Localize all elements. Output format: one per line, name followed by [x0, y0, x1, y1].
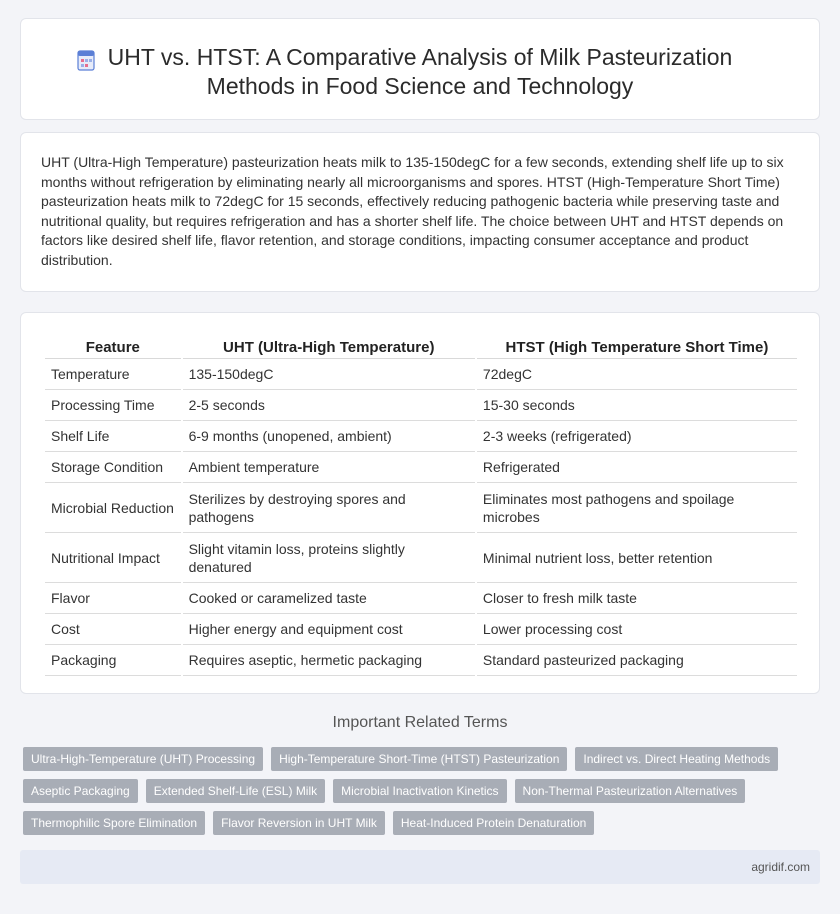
table-cell: 2-5 seconds — [183, 390, 475, 421]
related-terms-list — [23, 747, 823, 843]
term-tag[interactable]: Heat-Induced Protein Denaturation — [393, 811, 594, 835]
table-cell: 15-30 seconds — [477, 390, 797, 421]
table-cell: Refrigerated — [477, 452, 797, 483]
header-card — [20, 18, 820, 120]
intro-text: UHT (Ultra-High Temperature) pasteurization heats milk to 135-150degC for a few seconds, extending shelf life up to six months without refrigeration by eliminating nearly all microorganisms and spores. HTST (High-Temperature Short Time) pasteurization heats milk to 72degC for 15 seconds, effectively reducing pathogenic bacteria while preserving taste and nutritional quality, but requires refrigeration and has a shorter shelf life. The choice between UHT and HTST depends on factors like desired shelf life, flavor retention, and storage conditions, impacting consumer acceptance and product distribution. — [41, 154, 784, 268]
table-cell: Cooked or caramelized taste — [183, 583, 475, 614]
column-header-htst: HTST (High Temperature Short Time) — [477, 335, 797, 359]
comparison-table-card — [20, 312, 820, 694]
table-cell: Microbial Reduction — [45, 483, 181, 533]
term-tag[interactable]: Extended Shelf-Life (ESL) Milk — [146, 779, 325, 803]
table-header-row — [45, 335, 797, 359]
table-row — [45, 359, 797, 390]
table-row — [45, 483, 797, 533]
table-row — [45, 421, 797, 452]
term-tag[interactable]: Aseptic Packaging — [23, 779, 138, 803]
intro-card — [20, 132, 820, 292]
term-tag[interactable]: Ultra-High-Temperature (UHT) Processing — [23, 747, 263, 771]
table-cell: Higher energy and equipment cost — [183, 614, 475, 645]
table-row — [45, 645, 797, 676]
title-wrap — [21, 43, 819, 101]
table-cell: Closer to fresh milk taste — [477, 583, 797, 614]
related-terms-heading: Important Related Terms — [332, 714, 508, 731]
page-title — [108, 43, 733, 101]
table-cell: Flavor — [45, 583, 181, 614]
table-cell: Storage Condition — [45, 452, 181, 483]
table-cell: 6-9 months (unopened, ambient) — [183, 421, 475, 452]
table-row — [45, 614, 797, 645]
table-cell: Standard pasteurized packaging — [477, 645, 797, 676]
term-tag[interactable]: High-Temperature Short-Time (HTST) Pasteurization — [271, 747, 567, 771]
tag-row — [23, 811, 823, 835]
term-tag[interactable]: Microbial Inactivation Kinetics — [333, 779, 506, 803]
table-cell: Nutritional Impact — [45, 533, 181, 583]
table-row — [45, 390, 797, 421]
table-cell: Cost — [45, 614, 181, 645]
table-cell: Temperature — [45, 359, 181, 390]
column-header-feature: Feature — [45, 335, 181, 359]
term-tag[interactable]: Indirect vs. Direct Heating Methods — [575, 747, 778, 771]
table-cell: Slight vitamin loss, proteins slightly denatured — [183, 533, 475, 583]
footer — [20, 850, 820, 884]
table-cell: Processing Time — [45, 390, 181, 421]
table-cell: 135-150degC — [183, 359, 475, 390]
table-row — [45, 583, 797, 614]
table-cell: 72degC — [477, 359, 797, 390]
tag-row — [23, 779, 823, 803]
table-cell: Eliminates most pathogens and spoilage microbes — [477, 483, 797, 533]
table-cell: Minimal nutrient loss, better retention — [477, 533, 797, 583]
table-cell: Requires aseptic, hermetic packaging — [183, 645, 475, 676]
term-tag[interactable]: Non-Thermal Pasteurization Alternatives — [515, 779, 746, 803]
term-tag[interactable]: Flavor Reversion in UHT Milk — [213, 811, 385, 835]
term-tag[interactable]: Thermophilic Spore Elimination — [23, 811, 205, 835]
tag-row — [23, 747, 823, 771]
comparison-table — [43, 335, 799, 676]
table-cell: Sterilizes by destroying spores and pathogens — [183, 483, 475, 533]
footer-site-link[interactable]: agridif.com — [751, 860, 810, 874]
table-cell: Shelf Life — [45, 421, 181, 452]
column-header-uht: UHT (Ultra-High Temperature) — [183, 335, 475, 359]
table-cell: Packaging — [45, 645, 181, 676]
table-row — [45, 452, 797, 483]
page-title-line-1: UHT vs. HTST: A Comparative Analysis of Milk Pasteurization — [107, 44, 733, 70]
page-title-line-2: Methods in Food Science and Technology — [206, 73, 634, 99]
table-cell: 2-3 weeks (refrigerated) — [477, 421, 797, 452]
table-cell: Lower processing cost — [477, 614, 797, 645]
table-cell: Ambient temperature — [183, 452, 475, 483]
table-row — [45, 533, 797, 583]
